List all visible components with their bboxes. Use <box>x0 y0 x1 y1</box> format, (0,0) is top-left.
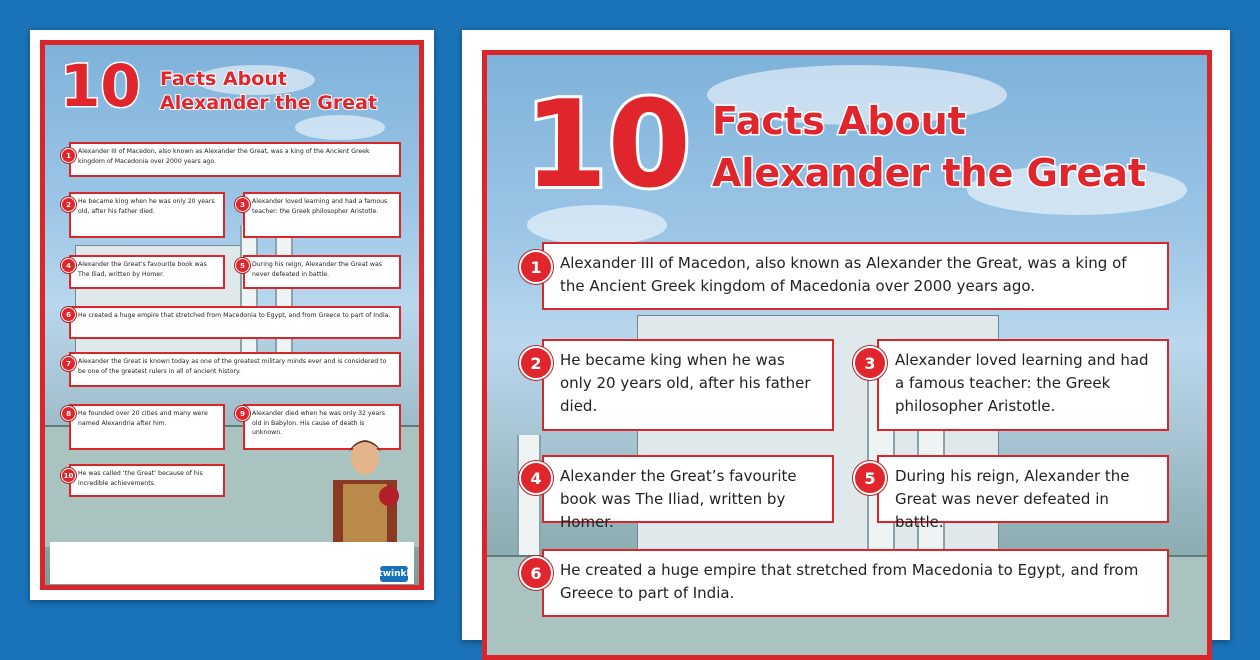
fact-box-7 <box>69 352 401 387</box>
preview-sheet-small <box>30 30 434 600</box>
fact-badge-5: 5 <box>853 461 887 495</box>
fact-text: He founded over 20 cities and many were named Alexandria after him. <box>78 410 208 427</box>
fact-badge-1: 1 <box>61 148 76 163</box>
fact-text: Alexander III of Macedon, also known as Alexander the Great, was a king of the Ancient Greek kingdom of Macedonia over 2000 years ago. <box>78 148 370 165</box>
fact-badge-10: 10 <box>61 468 76 483</box>
fact-box-5 <box>243 255 401 289</box>
fact-box-3 <box>243 192 401 238</box>
fact-text: Alexander died when he was only 32 years old in Babylon. His cause of death is unknown. <box>252 410 385 436</box>
title-line-2: Alexander the Great <box>712 151 1147 195</box>
fact-badge-9: 9 <box>235 406 250 421</box>
fact-badge-1: 1 <box>519 250 553 284</box>
title-number: 10 <box>524 76 691 215</box>
cloud <box>295 115 385 140</box>
fact-text: Alexander III of Macedon, also known as Alexander the Great, was a king of the Ancient Greek kingdom of Macedonia over 2000 years ago. <box>560 254 1127 295</box>
fact-text: He created a huge empire that stretched from Macedonia to Egypt, and from Greece to part of India. <box>560 561 1139 602</box>
fact-box-2 <box>542 339 834 431</box>
fact-box-4 <box>542 455 834 531</box>
fact-text: Alexander loved learning and had a famous teacher: the Greek philosopher Aristotle. <box>895 351 1149 415</box>
fact-box-2 <box>69 192 225 238</box>
fact-box-6 <box>69 306 401 339</box>
fact-box-10 <box>69 464 225 497</box>
fact-box-8 <box>69 404 225 450</box>
alexander-portrait <box>315 430 415 542</box>
fact-text: During his reign, Alexander the Great was never defeated in battle. <box>252 261 382 278</box>
twinkl-logo: twinkl <box>380 566 408 582</box>
preview-sheet-large <box>462 30 1230 640</box>
fact-badge-6: 6 <box>519 556 553 590</box>
fact-badge-5: 5 <box>235 258 250 273</box>
fact-box-3 <box>877 339 1169 431</box>
title-line-1: Facts About <box>712 99 966 143</box>
fact-text: He created a huge empire that stretched from Macedonia to Egypt, and from Greece to part of India. <box>78 312 391 319</box>
fact-box-1 <box>542 242 1169 310</box>
fact-box-4 <box>69 255 225 289</box>
fact-text: He became king when he was only 20 years old, after his father died. <box>560 351 811 415</box>
fact-text: During his reign, Alexander the Great was never defeated in battle. <box>895 467 1130 531</box>
disclaimer-footer <box>50 542 414 584</box>
fact-badge-3: 3 <box>235 197 250 212</box>
fact-box-6 <box>542 549 1169 617</box>
fact-box-1 <box>69 142 401 177</box>
fact-text: Alexander the Great’s favourite book was The Iliad, written by Homer. <box>78 261 207 278</box>
fact-text: Alexander loved learning and had a famous teacher: the Greek philosopher Aristotle. <box>252 198 388 215</box>
fact-badge-7: 7 <box>61 356 76 371</box>
fact-text: He became king when he was only 20 years old, after his father died. <box>78 198 215 215</box>
fact-text: Alexander the Great’s favourite book was The Iliad, written by Homer. <box>560 467 797 531</box>
fact-box-5 <box>877 455 1169 531</box>
fact-badge-8: 8 <box>61 406 76 421</box>
fact-badge-4: 4 <box>61 258 76 273</box>
fact-badge-4: 4 <box>519 461 553 495</box>
title-line-1: Facts About <box>160 68 287 90</box>
fact-text: Alexander the Great is known today as one of the greatest military minds ever and is considered to be one of the greatest rulers in all of ancient history. <box>78 358 387 375</box>
fact-badge-2: 2 <box>61 197 76 212</box>
fact-badge-2: 2 <box>519 346 553 380</box>
fact-badge-3: 3 <box>853 346 887 380</box>
title-line-2: Alexander the Great <box>160 92 378 114</box>
fact-text: He was called ‘the Great’ because of his incredible achievements. <box>78 470 203 487</box>
fact-badge-6: 6 <box>61 307 76 322</box>
title-number: 10 <box>60 52 141 120</box>
